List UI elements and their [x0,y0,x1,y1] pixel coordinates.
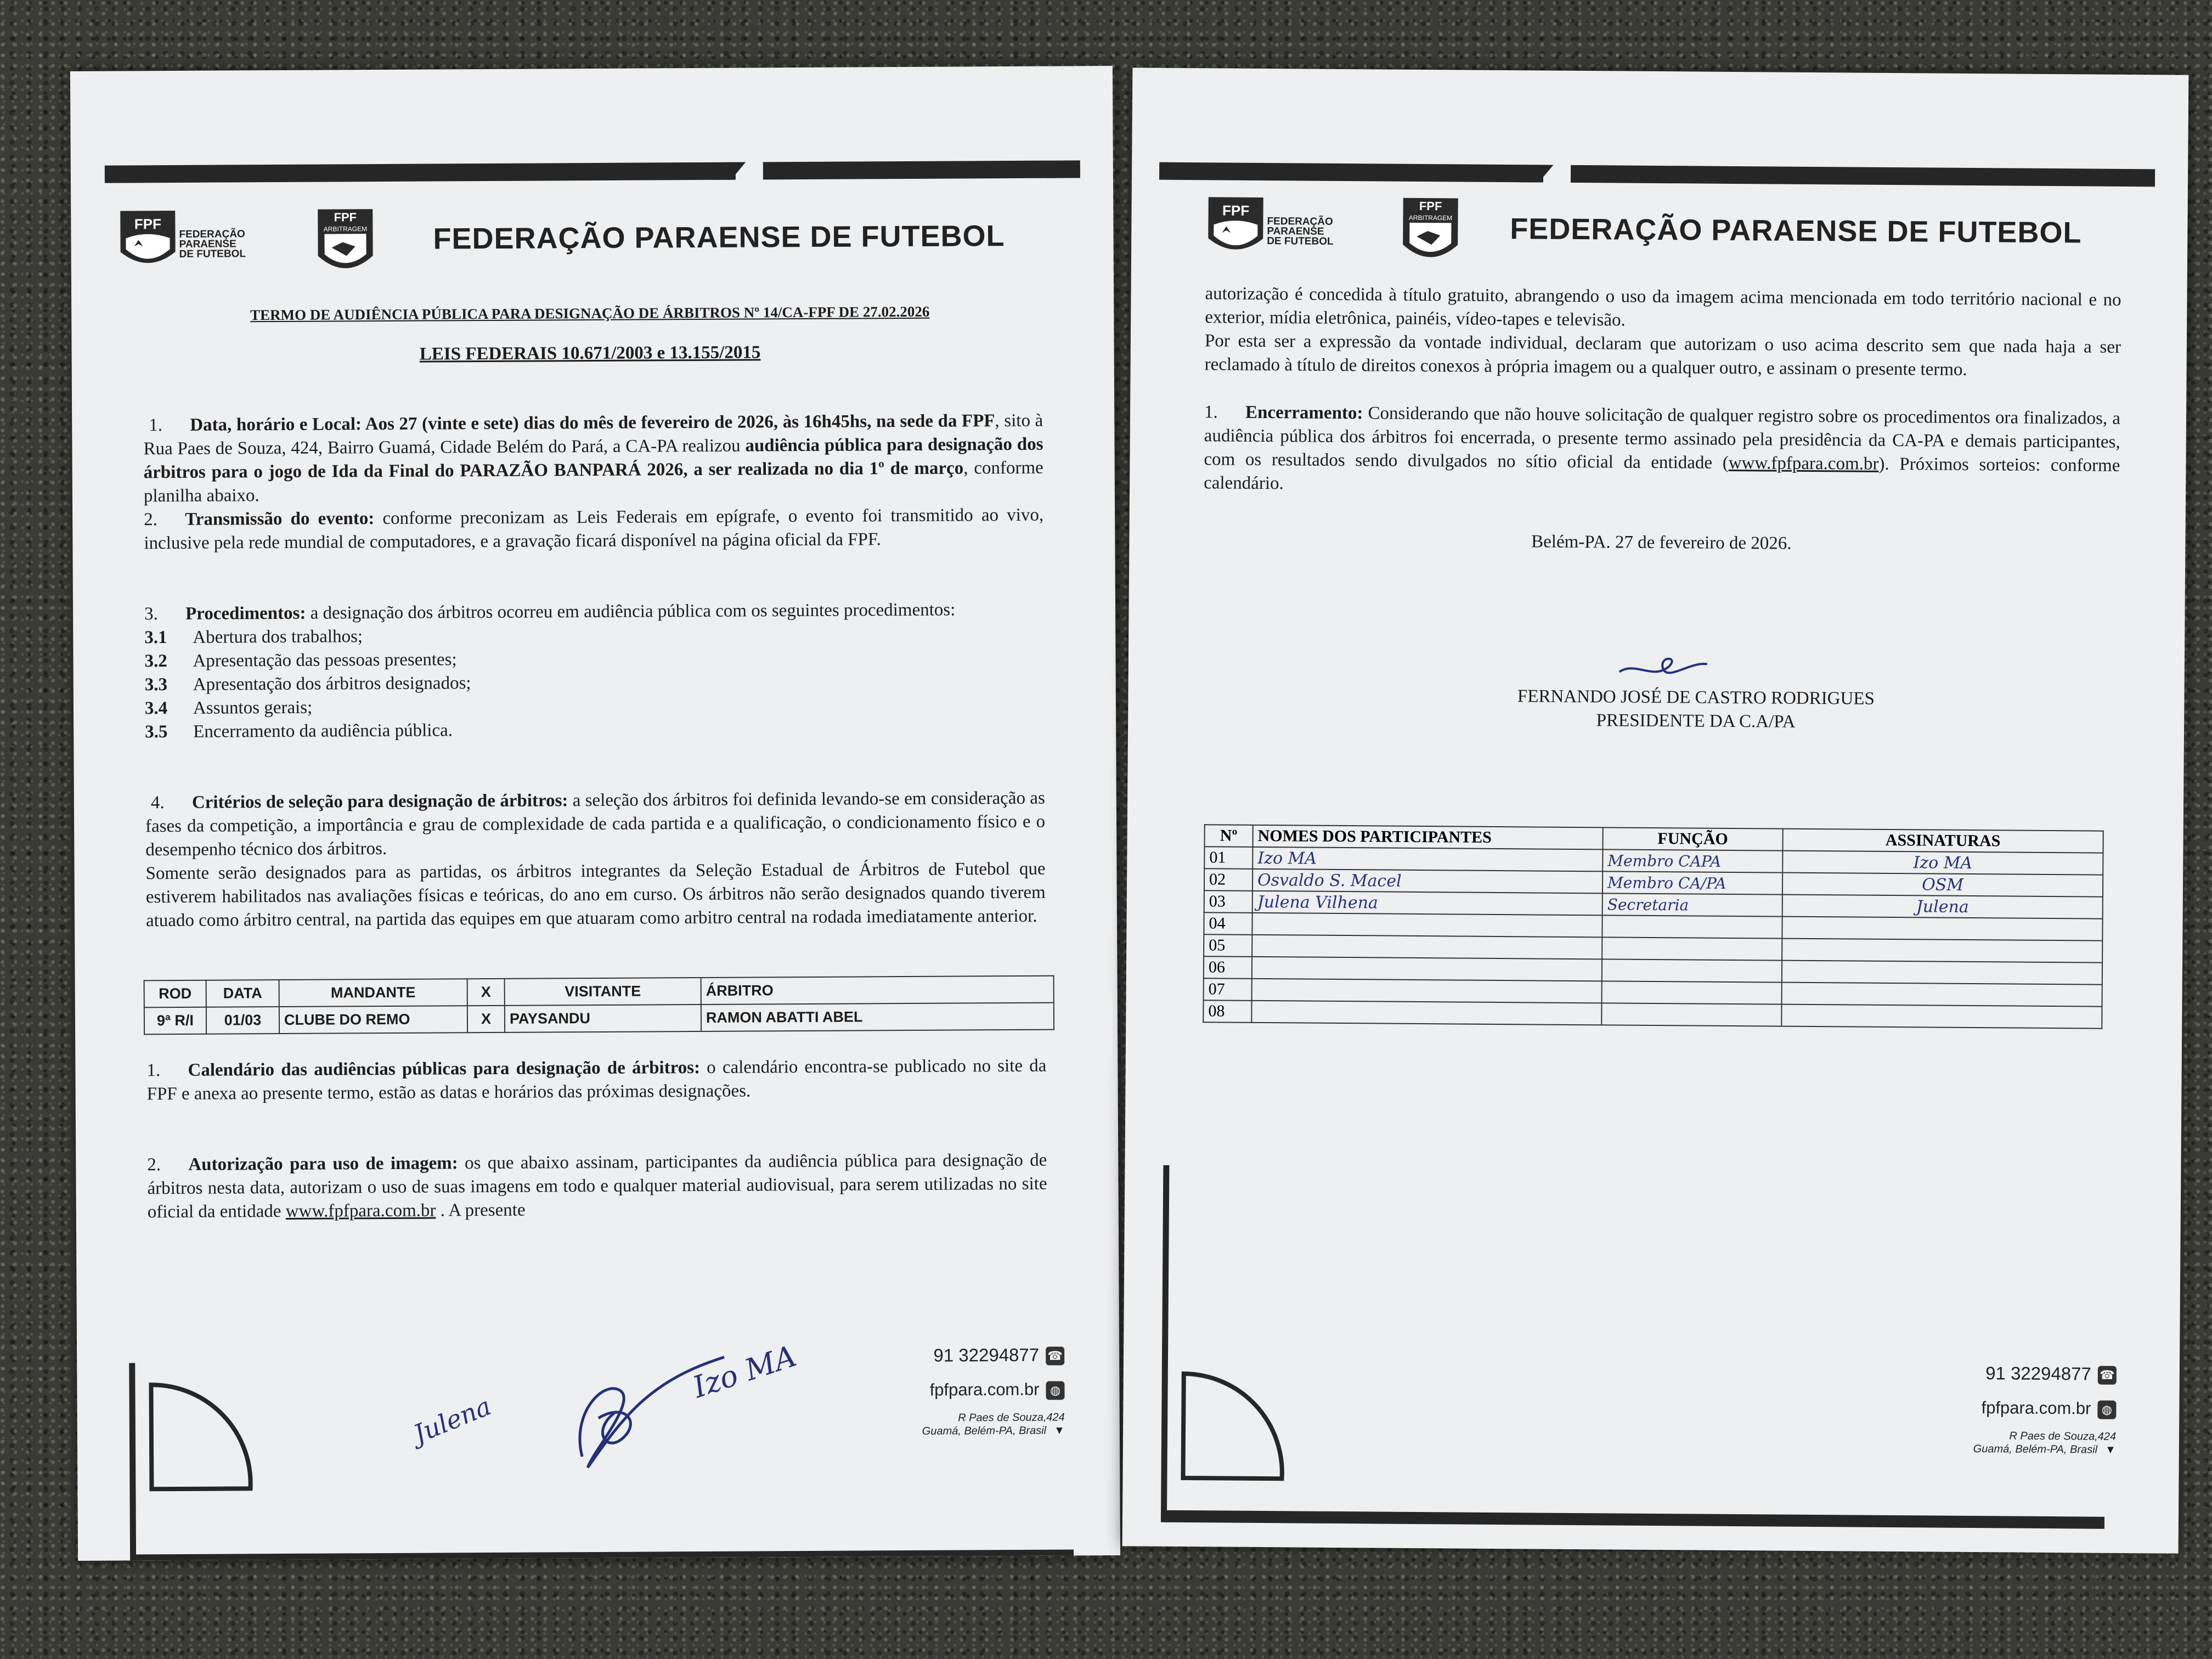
svg-text:FPF: FPF [1419,199,1442,213]
arbitragem-shield-icon [312,204,379,281]
section-closing: 1. Encerramento: Considerando que não houve solicitação de qualquer registro sobre os procedimentos ora finalizados, a audiência pública dos árbitros foi encerrada, o presente termo assinado pela presidência da CA-PA e demais participantes, com os resultados sendo divulgados no sítio oficial da entidade (www.fpfpara.com.br). Próximos sorteios: conforme calendário. [1204,402,2121,494]
fpf-site-link[interactable]: www.fpfpara.com.br [285,1200,436,1221]
section-criteria-continued: Somente serão designados para as partidas, os árbitros integrantes da Seleção Estadual de Árbitros de Futebol que estiverem habilitados nas avaliações físicas e teóricas, do ano em curso. Os árbitros não serão designados quando tiverem atuado como árbitro central, na partida das equipes em que atuaram como arbitro central na rodada imediatamente anterior. [145,859,1046,931]
participants-table [1203,824,2103,1029]
table-row: 03 Julena Vilhena Secretaria Julena [1204,890,2103,918]
fpf-site-link[interactable]: www.fpfpara.com.br [1728,453,1879,474]
header-bar [1159,162,2155,187]
fpf-logo-text: FEDERAÇÃO PARAENSE DE FUTEBOL [1267,216,1334,247]
svg-text:FPF: FPF [1222,202,1250,219]
website: fpfpara.com.br ◍ [922,1380,1064,1401]
address: R Paes de Souza,424 Guamá, Belém-PA, Brasil ▼ [922,1411,1065,1437]
table-header-row: Nº NOMES DOS PARTICIPANTES FUNÇÃO ASSINATURAS [1205,825,2103,853]
document-title: TERMO DE AUDIÊNCIA PÚBLICA PARA DESIGNAÇÃO DE ÁRBITROS Nº 14/CA-FPF DE 27.02.2026 [250,303,930,324]
svg-text:FPF: FPF [334,210,357,224]
letterhead [1205,194,2155,283]
svg-text:FPF: FPF [134,216,161,233]
svg-text:ARBITRAGEM: ARBITRAGEM [1408,213,1453,222]
document-page-right [1122,67,2189,1553]
phone-number: 91 32294877 ☎ [922,1345,1064,1367]
globe-icon: ◍ [1046,1381,1064,1400]
table-row: 9ª R/I 01/03 CLUBE DO REMO X PAYSANDU RAMON ABATTI ABEL [144,1003,1054,1035]
location-pin-icon: ▼ [1054,1424,1065,1437]
authorization-continued: autorização é concedida à título gratuito, abrangendo o uso da imagem acima mencionada em todo território nacional e no exterior, mídia eletrônica, painéis, vídeo-tapes e televisão. [1205,284,2121,330]
section-calendar: 1. Calendário das audiências públicas para designação de árbitros: o calendário encontra-se publicado no site da FPF e anexa ao presente termo, estão as datas e horários das próximas designações. [146,1056,1047,1104]
signature: Julena [409,1391,495,1449]
table-row: 01 Izo MA Membro CAPA Izo MA [1204,847,2103,874]
table-header-row: ROD DATA MANDANTE X VISITANTE ÁRBITRO [144,976,1054,1008]
match-table [144,975,1055,1035]
federation-title: FEDERAÇÃO PARAENSE DE FUTEBOL [1510,212,2082,250]
document-page-left [70,66,1120,1561]
section-date-place: 1. Data, horário e Local: Aos 27 (vinte e sete) dias do mês de fevereiro de 2026, às 16h45hs, na sede da FPF, sito à Rua Paes de Souza, 424, Bairro Guamá, Cidade Belém do Pará, a CA-PA realizou audiência pública para designação dos árbitros para o jogo de Ida da Final do PARAZÃO BANPARÁ 2026, a ser realizada no dia 1º de março, conforme planilha abaixo. [143,410,1043,506]
globe-icon: ◍ [2097,1401,2116,1419]
footer-corner-frame [1161,1165,2151,1551]
phone-number: 91 32294877 ☎ [1974,1363,2117,1385]
section-transmission: 2. Transmissão do evento: conforme preconizam as Leis Federais em epígrafe, o evento foi transmitido ao vivo, inclusive pela rede mundial de computadores, e a gravação ficará disponível na página oficial da FPF. [144,505,1044,554]
section-procedures: 3. Procedimentos: a designação dos árbitros ocorreu em audiência pública com os seguintes procedimentos: [144,600,956,624]
table-row: 04 [1204,912,2102,940]
section-image-authorization: 2. Autorização para uso de imagem: os que abaixo assinam, participantes da audiência pública para designação de árbitros nesta data, autorizam o uso de suas imagens em todo e qualquer material audiovisual, para serem utilizadas no site oficial da entidade www.fpfpara.com.br . A presente [147,1150,1047,1222]
list-item: 3.5 Encerramento da audiência pública. [145,720,453,742]
location-pin-icon: ▼ [2105,1443,2116,1456]
federation-title: FEDERAÇÃO PARAENSE DE FUTEBOL [433,219,1005,256]
table-row: 05 [1204,934,2102,962]
table-row: 07 [1204,978,2102,1006]
authorization-declaration: Por esta ser a expressão da vontade individual, declaram que autorizam o uso acima descrito sem que nada haja a ser reclamado à título de direitos conexos à própria imagem ou a qualquer outro, e assinam o presente termo. [1204,331,2121,380]
table-row: 08 [1203,1000,2102,1028]
list-item: 3.4 Assuntos gerais; [144,697,313,719]
website: fpfpara.com.br ◍ [1973,1398,2116,1419]
list-item: 3.2 Apresentação das pessoas presentes; [144,650,457,672]
letterhead [117,203,1081,290]
list-item: 3.3 Apresentação dos árbitros designados; [144,673,471,695]
signature: Izo MA [689,1338,801,1405]
phone-icon: ☎ [1046,1347,1064,1365]
left-body [143,409,1047,1224]
fpf-logo-text: FEDERAÇÃO PARAENSE DE FUTEBOL [179,228,246,260]
president-signature-icon [1614,650,1713,689]
header-bar [105,160,1079,183]
fpf-logo-icon [117,208,178,274]
list-item: 3.1 Abertura dos trabalhos; [144,627,363,648]
signer-name: FERNANDO JOSÉ DE CASTRO RODRIGUES [1517,686,1875,709]
signer-block [1421,684,1971,735]
table-row: 06 [1204,956,2102,984]
section-criteria: 4. Critérios de seleção para designação de árbitros: a seleção dos árbitros foi definida levando-se em consideração as fases da competição, a importância e grau de complexidade de cada partida e a qualificação, o condicionamento físico e o desempenho técnico dos árbitros. [145,788,1046,860]
svg-text:ARBITRAGEM: ARBITRAGEM [323,225,368,233]
procedure-list [144,622,1045,744]
fpf-logo-icon [1205,194,1266,261]
arbitragem-shield-icon [1397,193,1464,270]
right-body [1203,282,2121,558]
laws-heading: LEIS FEDERAIS 10.671/2003 e 13.155/2015 [419,342,761,364]
contact-block [922,1345,1065,1438]
signer-title: PRESIDENTE DA C.A/PA [1596,710,1796,732]
address: R Paes de Souza,424 Guamá, Belém-PA, Brasil ▼ [1973,1430,2117,1456]
phone-icon: ☎ [2098,1366,2117,1385]
contact-block [1973,1363,2117,1457]
date-line: Belém-PA. 27 de fevereiro de 2026. [1531,532,1792,554]
table-row: 02 Osvaldo S. Macel Membro CA/PA OSM [1204,868,2103,896]
